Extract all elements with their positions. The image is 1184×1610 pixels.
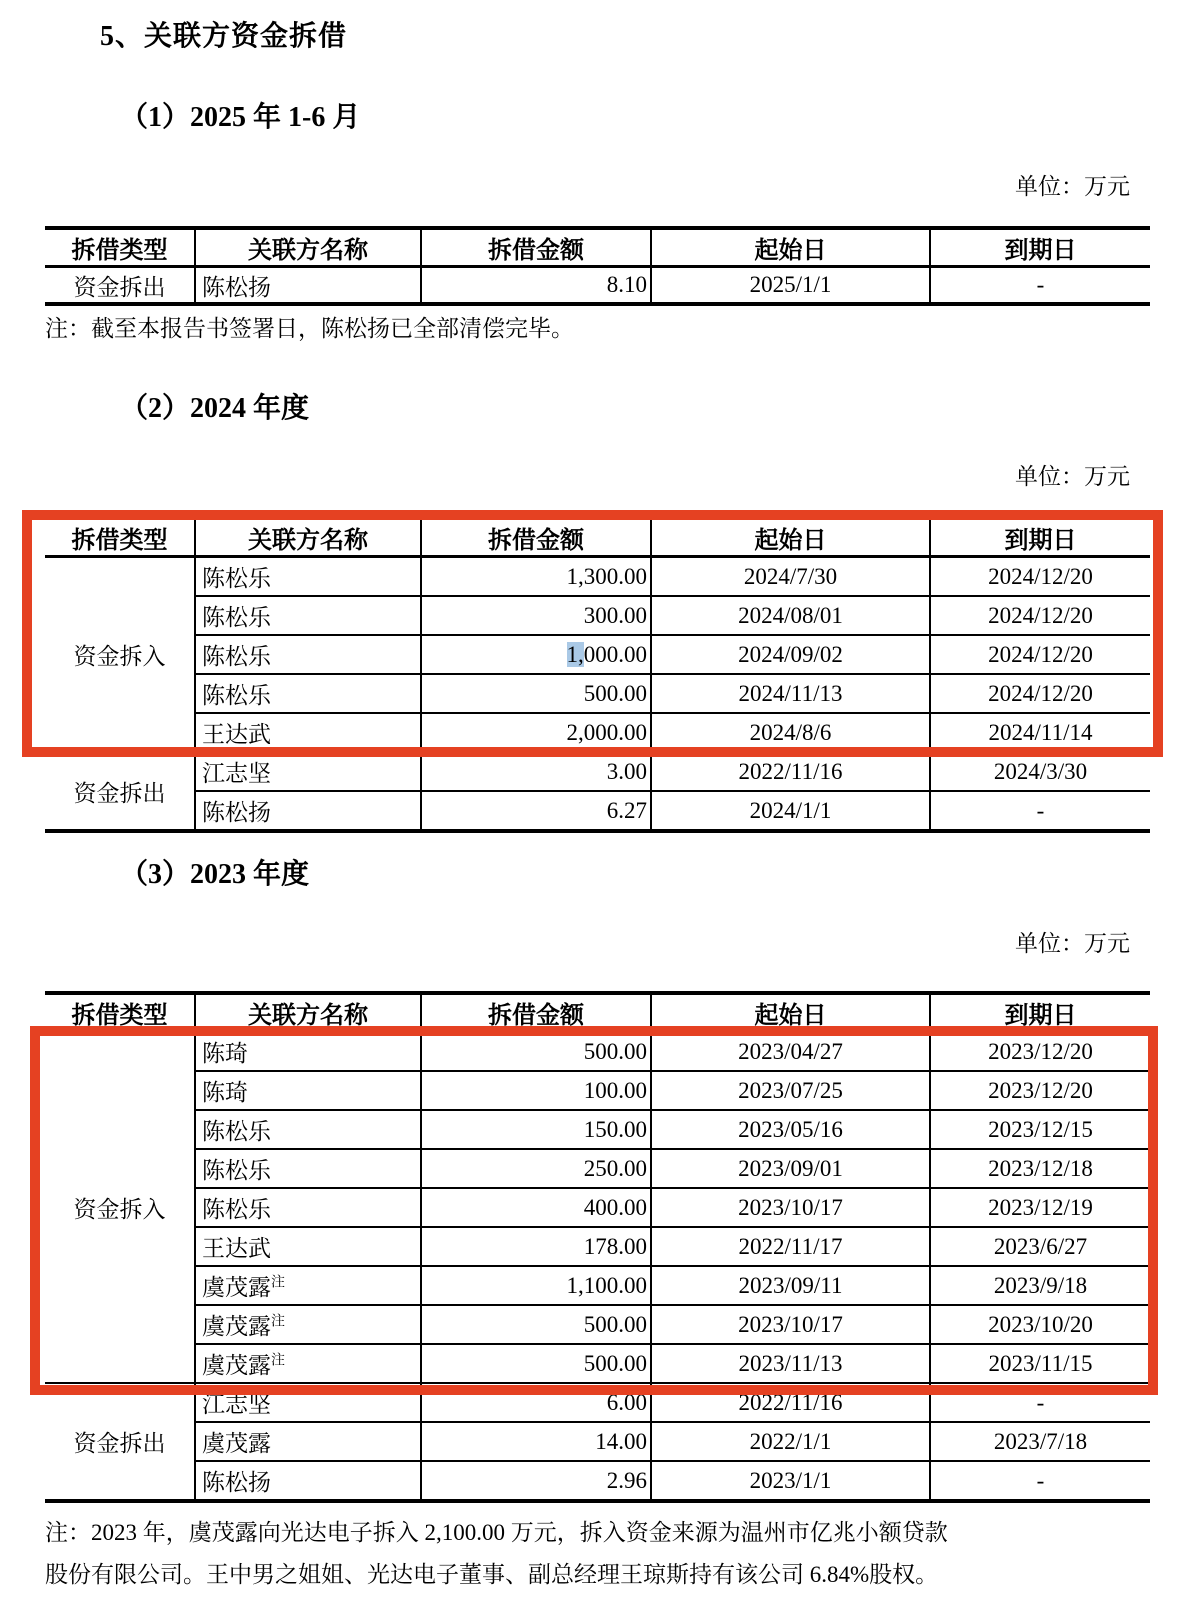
unit-label-2025: 单位：万元 [1015,174,1130,199]
table-row [45,713,1150,752]
table-row [45,596,1150,635]
due-date-cell: 2024/12/20 [930,635,1150,674]
due-date-cell: 2024/3/30 [930,752,1150,791]
col-header-amount: 拆借金额 [421,518,651,557]
table-row [45,1461,1150,1501]
borrow-type-cell-out: 资金拆出 [45,752,195,831]
amount-cell: 6.00 [421,1383,651,1422]
amount-cell: 500.00 [421,674,651,713]
unit-label-2024: 单位：万元 [1015,464,1130,489]
amount-cell: 14.00 [421,1422,651,1461]
col-header-start-date: 起始日 [651,518,930,557]
due-date-cell: - [930,1383,1150,1422]
table-row [45,674,1150,713]
party-name-cell: 王达武 [195,1227,421,1266]
party-name-text: 虞茂露 [202,1275,271,1300]
start-date-cell: 2023/05/16 [651,1110,930,1149]
start-date-cell: 2024/09/02 [651,635,930,674]
col-header-due-date: 到期日 [930,228,1150,267]
col-header-due-date: 到期日 [930,518,1150,557]
due-date-cell: 2024/11/14 [930,713,1150,752]
amount-cell: 1,300.00 [421,557,651,597]
party-name-cell: 陈松乐 [195,1188,421,1227]
start-date-cell: 2022/11/16 [651,1383,930,1422]
start-date-cell: 2023/1/1 [651,1461,930,1501]
col-header-party-name: 关联方名称 [195,518,421,557]
due-date-cell: 2023/12/20 [930,1071,1150,1110]
borrow-type-cell-in: 资金拆入 [45,1032,195,1384]
borrow-type-cell-in: 资金拆入 [45,557,195,753]
note-2023 [45,1512,1155,1596]
amount-cell: 100.00 [421,1071,651,1110]
col-header-borrow-type: 拆借类型 [45,993,195,1032]
note-superscript: 注 [271,1275,285,1291]
table-row [45,1344,1150,1383]
note-superscript: 注 [271,1314,285,1330]
amount-cell: 500.00 [421,1305,651,1344]
start-date-cell: 2023/11/13 [651,1344,930,1383]
table-header-row [45,518,1150,557]
table-row [45,267,1150,305]
col-header-borrow-type: 拆借类型 [45,228,195,267]
amount-cell: 1,100.00 [421,1266,651,1305]
table-row [45,1422,1150,1461]
party-name-cell: 陈松乐 [195,674,421,713]
col-header-amount: 拆借金额 [421,993,651,1032]
table-row [45,1110,1150,1149]
party-name-cell: 陈松扬 [195,791,421,831]
party-name-cell: 王达武 [195,713,421,752]
party-name-cell: 陈松乐 [195,635,421,674]
table-row [45,1266,1150,1305]
due-date-cell: 2023/10/20 [930,1305,1150,1344]
due-date-cell: 2023/12/19 [930,1188,1150,1227]
col-header-start-date: 起始日 [651,993,930,1032]
section-heading-2025: （1）2025 年 1-6 月 [120,102,361,133]
table-2024 [45,516,1150,833]
note-superscript: 注 [271,1353,285,1369]
borrow-type-cell-out: 资金拆出 [45,1383,195,1501]
party-name-cell: 虞茂露 [195,1422,421,1461]
table-row [45,1305,1150,1344]
due-date-cell: 2023/7/18 [930,1422,1150,1461]
col-header-due-date: 到期日 [930,993,1150,1032]
due-date-cell: 2024/12/20 [930,674,1150,713]
due-date-cell: 2023/6/27 [930,1227,1150,1266]
due-date-cell: - [930,1461,1150,1501]
start-date-cell: 2024/8/6 [651,713,930,752]
due-date-cell: 2023/9/18 [930,1266,1150,1305]
amount-cell: 250.00 [421,1149,651,1188]
amount-cell: 178.00 [421,1227,651,1266]
col-header-amount: 拆借金额 [421,228,651,267]
due-date-cell: - [930,791,1150,831]
start-date-cell: 2024/11/13 [651,674,930,713]
party-name-cell: 江志坚 [195,752,421,791]
note-2023-line2: 股份有限公司。王中男之姐姐、光达电子董事、副总经理王琼斯持有该公司 6.84%股权。 [45,1562,939,1587]
start-date-cell: 2023/09/01 [651,1149,930,1188]
amount-cell: 8.10 [421,267,651,305]
page-title: 5、关联方资金拆借 [100,21,348,52]
party-name-cell: 陈琦 [195,1071,421,1110]
party-name-cell: 陈松乐 [195,557,421,597]
amount-cell: 2.96 [421,1461,651,1501]
start-date-cell: 2022/11/17 [651,1227,930,1266]
amount-cell: 150.00 [421,1110,651,1149]
table-row [45,1071,1150,1110]
table-header-row [45,228,1150,267]
table-row [45,1188,1150,1227]
start-date-cell: 2022/11/16 [651,752,930,791]
start-date-cell: 2025/1/1 [651,267,930,305]
table-row [45,1032,1150,1072]
table-row [45,635,1150,674]
start-date-cell: 2022/1/1 [651,1422,930,1461]
start-date-cell: 2023/04/27 [651,1032,930,1072]
due-date-cell: 2024/12/20 [930,596,1150,635]
party-name-cell: 陈松乐 [195,1149,421,1188]
party-name-cell: 陈松乐 [195,596,421,635]
amount-cell: 300.00 [421,596,651,635]
table-row [45,1149,1150,1188]
party-name-cell: 陈松扬 [195,1461,421,1501]
col-header-party-name: 关联方名称 [195,993,421,1032]
start-date-cell: 2023/07/25 [651,1071,930,1110]
start-date-cell: 2023/10/17 [651,1305,930,1344]
amount-cell: 500.00 [421,1032,651,1072]
section-heading-2024: （2）2024 年度 [120,393,310,424]
amount-cell: 6.27 [421,791,651,831]
start-date-cell: 2024/1/1 [651,791,930,831]
party-name-cell: 陈琦 [195,1032,421,1072]
due-date-cell: - [930,267,1150,305]
table-row [45,752,1150,791]
table-header-row [45,993,1150,1032]
start-date-cell: 2023/09/11 [651,1266,930,1305]
party-name-text: 虞茂露 [202,1353,271,1378]
amount-cell: 3.00 [421,752,651,791]
due-date-cell: 2024/12/20 [930,557,1150,597]
amount-cell: 2,000.00 [421,713,651,752]
table-2023 [45,991,1150,1503]
start-date-cell: 2024/7/30 [651,557,930,597]
start-date-cell: 2024/08/01 [651,596,930,635]
party-name-cell [195,1344,421,1383]
due-date-cell: 2023/12/15 [930,1110,1150,1149]
due-date-cell: 2023/12/20 [930,1032,1150,1072]
party-name-text: 虞茂露 [202,1314,271,1339]
table-row [45,557,1150,597]
table-2025 [45,226,1150,306]
amount-cell-with-selection: 1,000.00 [421,635,651,674]
party-name-cell: 陈松乐 [195,1110,421,1149]
party-name-cell: 陈松扬 [195,267,421,305]
col-header-party-name: 关联方名称 [195,228,421,267]
party-name-cell: 江志坚 [195,1383,421,1422]
start-date-cell: 2023/10/17 [651,1188,930,1227]
table-row [45,791,1150,831]
borrow-type-cell: 资金拆出 [45,267,195,305]
col-header-start-date: 起始日 [651,228,930,267]
unit-label-2023: 单位：万元 [1015,931,1130,956]
due-date-cell: 2023/11/15 [930,1344,1150,1383]
table-row [45,1227,1150,1266]
col-header-borrow-type: 拆借类型 [45,518,195,557]
note-2023-line1: 注：2023 年，虞茂露向光达电子拆入 2,100.00 万元，拆入资金来源为温州市亿兆小额贷款 [45,1520,948,1545]
party-name-cell [195,1266,421,1305]
section-heading-2023: （3）2023 年度 [120,859,310,890]
amount-cell: 400.00 [421,1188,651,1227]
table-row [45,1383,1150,1422]
note-2025: 注：截至本报告书签署日，陈松扬已全部清偿完毕。 [45,316,574,341]
due-date-cell: 2023/12/18 [930,1149,1150,1188]
amount-cell: 500.00 [421,1344,651,1383]
party-name-cell [195,1305,421,1344]
